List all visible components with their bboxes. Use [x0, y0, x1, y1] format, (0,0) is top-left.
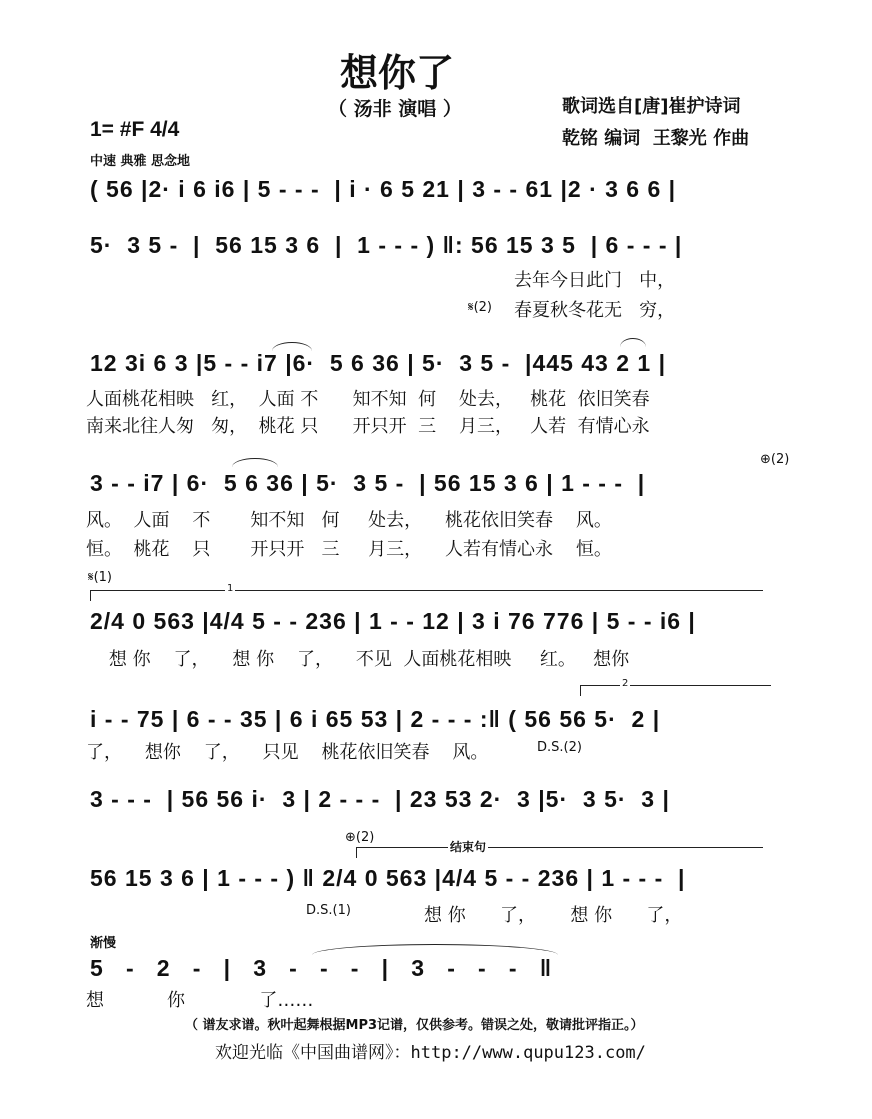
lyric-line: 去年今日此门 中， [514, 270, 676, 291]
tempo-marking-rit: 渐慢 [90, 936, 117, 951]
lyric-line: 了， 想你 了， 只见 桃花依旧笑春 风。 [86, 742, 489, 763]
segno-marker: 𝄋(2) [468, 300, 493, 315]
notation-line-1: ( 56 |2· i 6 i6 | 5 - - - | i · 6 5 21 | 3 - - 61 |2 · 3 6 6 | [90, 176, 677, 202]
notation-line-9: 5 - 2 - | 3 - - - | 3 - - - ‖ [90, 955, 553, 981]
ds-marker: D.S.(2) [537, 740, 582, 755]
lyric-line: 春夏秋冬花无 穷， [514, 300, 676, 321]
notation-line-8: 56 15 3 6 | 1 - - - ) ‖ 2/4 0 563 |4/4 5 - - 236 | 1 - - - | [90, 865, 686, 891]
ending-phrase-bracket [356, 847, 763, 858]
performer: （ 汤非 演唱 ） [328, 98, 462, 120]
notation-line-4: 3 - - i7 | 6· 5 6 36 | 5· 3 5 - | 56 15 3 6 | 1 - - - | [90, 470, 646, 496]
lyric-line: 想 你 了…… [86, 990, 314, 1011]
lyric-line: 想 你 了， 想 你 了， [424, 905, 683, 926]
notation-line-7: 3 - - - | 56 56 i· 3 | 2 - - - | 23 53 2· 3 |5· 3 5· 3 | [90, 786, 670, 812]
key-signature: 1= #F 4/4 [90, 118, 180, 141]
ds-marker: D.S.(1) [306, 903, 351, 918]
volta-bracket-2 [580, 685, 771, 696]
notation-line-5: 2/4 0 563 |4/4 5 - - 236 | 1 - - 12 | 3 i 76 776 | 5 - - i6 | [90, 608, 696, 634]
tempo-marking: 中速 典雅 思念地 [90, 154, 191, 169]
notation-line-3: 12 3i 6 3 |5 - - i7 |6· 5 6 36 | 5· 3 5 - |445 43 2 1 | [90, 350, 667, 376]
volta-number: 1 [227, 583, 234, 594]
slur [232, 458, 278, 467]
segno-marker: 𝄋(1) [88, 570, 113, 585]
notation-line-2: 5· 3 5 - | 56 15 3 6 | 1 - - - ) ‖: 56 15 3 5 | 6 - - - | [90, 232, 683, 258]
notation-line-6: i - - 75 | 6 - - 35 | 6 i 65 53 | 2 - - - :‖ ( 56 56 5· 2 | [90, 706, 661, 732]
coda-marker: ⊕(2) [760, 452, 790, 467]
composer-credit: 乾铭 编词 王黎光 作曲 [562, 128, 750, 149]
lyric-line: 人面桃花相映 红， 人面 不 知不知 何 处去， 桃花 依旧笑春 [86, 389, 650, 410]
lyric-line: 恒。 桃花 只 开只开 三 月三， 人若有情心永 恒。 [86, 539, 612, 560]
footnote: （ 谱友求谱。秋叶起舞根据MP3记谱，仅供参考。错误之处，敬请批评指正。） [185, 1018, 644, 1033]
lyric-line: 想 你 了， 想 你 了， 不见 人面桃花相映 红。 想你 [86, 649, 630, 670]
volta-number: 2 [622, 678, 629, 689]
lyric-line: 南来北往人匆 匆， 桃花 只 开只开 三 月三， 人若 有情心永 [86, 416, 650, 437]
lyric-line: 风。 人面 不 知不知 何 处去， 桃花依旧笑春 风。 [86, 510, 612, 531]
volta-bracket-1 [90, 590, 763, 601]
website-link[interactable]: 欢迎光临《中国曲谱网》：http://www.qupu123.com/ [215, 1043, 646, 1063]
coda-marker: ⊕(2) [345, 830, 375, 845]
lyrics-credit: 歌词选自[唐]崔护诗词 [562, 96, 741, 117]
ending-phrase-label: 结束句 [450, 840, 487, 854]
tie [312, 944, 558, 955]
song-title: 想你了 [340, 51, 455, 95]
fermata [620, 338, 646, 347]
